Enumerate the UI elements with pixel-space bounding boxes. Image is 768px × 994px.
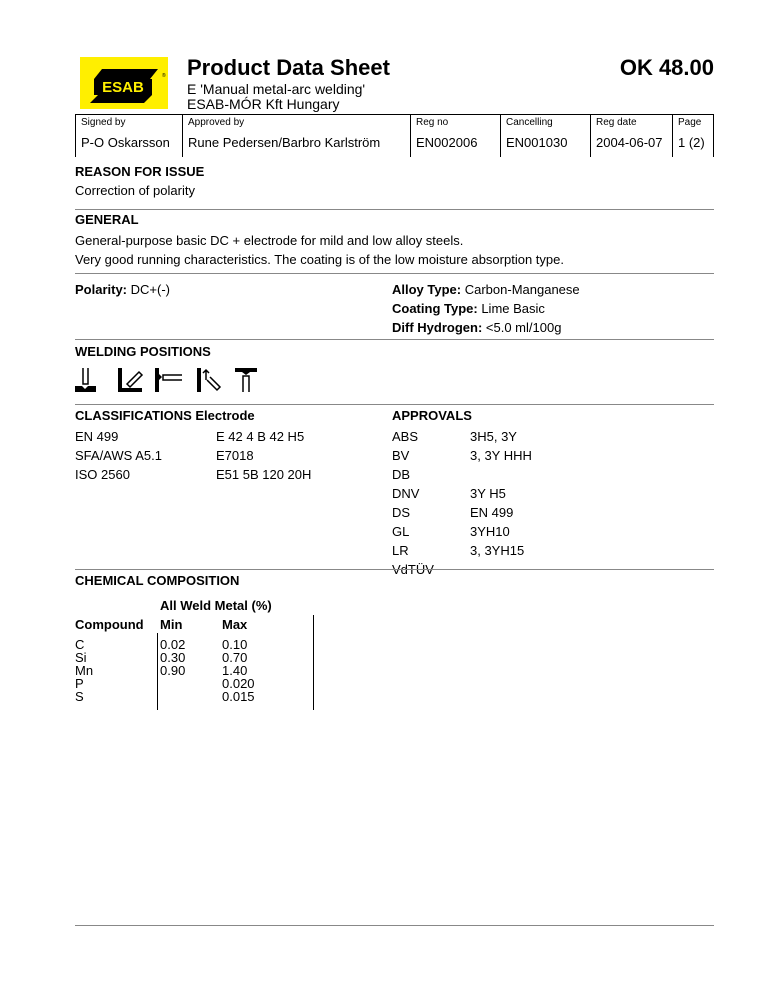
society: DS: [392, 505, 411, 520]
grade: 3, 3YH15: [470, 543, 525, 558]
coating-label: Coating Type:: [392, 301, 478, 316]
society: VdTÜV: [392, 562, 434, 577]
chemical-group: All Weld Metal (%): [160, 598, 272, 613]
svg-text:ESAB: ESAB: [102, 79, 144, 96]
compound: Mn: [75, 663, 94, 678]
standard: SFA/AWS A5.1: [75, 448, 162, 463]
page-number: 1 (2): [673, 133, 714, 157]
classifications-heading: CLASSIFICATIONS Electrode: [75, 408, 255, 423]
alloy-label: Alloy Type:: [392, 282, 462, 297]
compound: P: [75, 676, 84, 691]
subtitle: [187, 82, 365, 112]
approvals-heading: APPROVALS: [392, 408, 472, 423]
approved-by: Rune Pedersen/Barbro Karlström: [183, 133, 411, 157]
reg-no: EN002006: [411, 133, 501, 157]
col-min: Min: [160, 617, 183, 632]
reason-heading: REASON FOR ISSUE: [75, 164, 205, 179]
approval-row: [392, 541, 532, 560]
society: DB: [392, 467, 411, 482]
polarity: [75, 282, 170, 297]
general-line: Very good running characteristics. The coating is of the low moisture absorption type.: [75, 252, 564, 267]
divider: [75, 339, 714, 340]
divider: [75, 404, 714, 405]
footer-divider: [75, 925, 714, 926]
list-item: [75, 465, 311, 484]
approval-row: [392, 503, 532, 522]
approval-row: [392, 522, 532, 541]
standard: EN 499: [75, 429, 119, 444]
society: GL: [392, 524, 410, 539]
list-item: [75, 446, 311, 465]
horizontal-position-icon: [155, 368, 182, 392]
approval-row: [392, 465, 532, 484]
max: 1.40: [222, 663, 248, 678]
grade: 3Y H5: [470, 486, 506, 501]
flat-position-icon: [75, 368, 96, 392]
col-max: Max: [222, 617, 248, 632]
table-row: [75, 690, 255, 703]
max: 0.70: [222, 650, 248, 665]
product-name: OK 48.00: [619, 55, 714, 80]
divider: [75, 273, 714, 274]
column-divider: [313, 615, 314, 710]
compound: S: [75, 689, 84, 704]
label-page: Page: [673, 115, 714, 134]
horizontal-vertical-fillet-icon: [118, 368, 142, 392]
process-type: E 'Manual metal-arc welding': [187, 81, 366, 97]
overhead-position-icon: [235, 368, 257, 392]
page-title: Product Data Sheet: [187, 55, 390, 80]
properties: [392, 280, 580, 337]
grade: EN 499: [470, 505, 514, 520]
society: DNV: [392, 486, 420, 501]
approval-row: [392, 446, 532, 465]
society: LR: [392, 543, 409, 558]
designation: E51 5B 120 20H: [216, 467, 312, 482]
esab-logo: [80, 57, 168, 109]
reason-text: Correction of polarity: [75, 183, 195, 198]
hydrogen-value: <5.0 ml/100g: [485, 320, 562, 335]
compound: C: [75, 637, 85, 652]
manufacturer: ESAB-MÓR Kft Hungary: [187, 96, 340, 112]
reg-date: 2004-06-07: [591, 133, 673, 157]
label-reg-no: Reg no: [411, 115, 501, 134]
divider: [75, 209, 714, 210]
label-cancelling: Cancelling: [501, 115, 591, 134]
grade: 3YH10: [470, 524, 510, 539]
designation: E7018: [216, 448, 254, 463]
max: 0.020: [222, 676, 255, 691]
alloy-value: Carbon-Manganese: [464, 282, 580, 297]
general-text: [75, 231, 564, 269]
classifications-list: [75, 427, 311, 484]
hydrogen-label: Diff Hydrogen:: [392, 320, 483, 335]
general-line: General-purpose basic DC + electrode for mild and low alloy steels.: [75, 233, 464, 248]
divider: [75, 569, 714, 570]
approvals-list: [392, 427, 532, 579]
max: 0.10: [222, 637, 248, 652]
min: 0.02: [160, 637, 186, 652]
approval-row: [392, 427, 532, 446]
min: 0.90: [160, 663, 186, 678]
label-reg-date: Reg date: [591, 115, 673, 134]
approval-row: [392, 484, 532, 503]
polarity-label: Polarity:: [75, 282, 128, 297]
standard: ISO 2560: [75, 467, 130, 482]
positions-heading: WELDING POSITIONS: [75, 344, 211, 359]
meta-table: [75, 114, 714, 157]
welding-positions: [75, 366, 285, 397]
label-signed-by: Signed by: [76, 115, 183, 134]
polarity-value: DC+(-): [130, 282, 170, 297]
coating-value: Lime Basic: [481, 301, 545, 316]
society: ABS: [392, 429, 419, 444]
min: 0.30: [160, 650, 186, 665]
designation: E 42 4 B 42 H5: [216, 429, 305, 444]
vertical-up-icon: [197, 368, 220, 392]
list-item: [75, 427, 311, 446]
society: BV: [392, 448, 410, 463]
col-compound: Compound: [75, 617, 144, 632]
max: 0.015: [222, 689, 255, 704]
label-approved-by: Approved by: [183, 115, 411, 134]
chemical-heading: CHEMICAL COMPOSITION: [75, 573, 240, 588]
svg-text:®: ®: [162, 73, 166, 79]
cancelling: EN001030: [501, 133, 591, 157]
general-heading: GENERAL: [75, 212, 139, 227]
chemical-table: [75, 638, 255, 703]
grade: 3H5, 3Y: [470, 429, 517, 444]
grade: 3, 3Y HHH: [470, 448, 532, 463]
compound: Si: [75, 650, 87, 665]
signed-by: P-O Oskarsson: [76, 133, 183, 157]
